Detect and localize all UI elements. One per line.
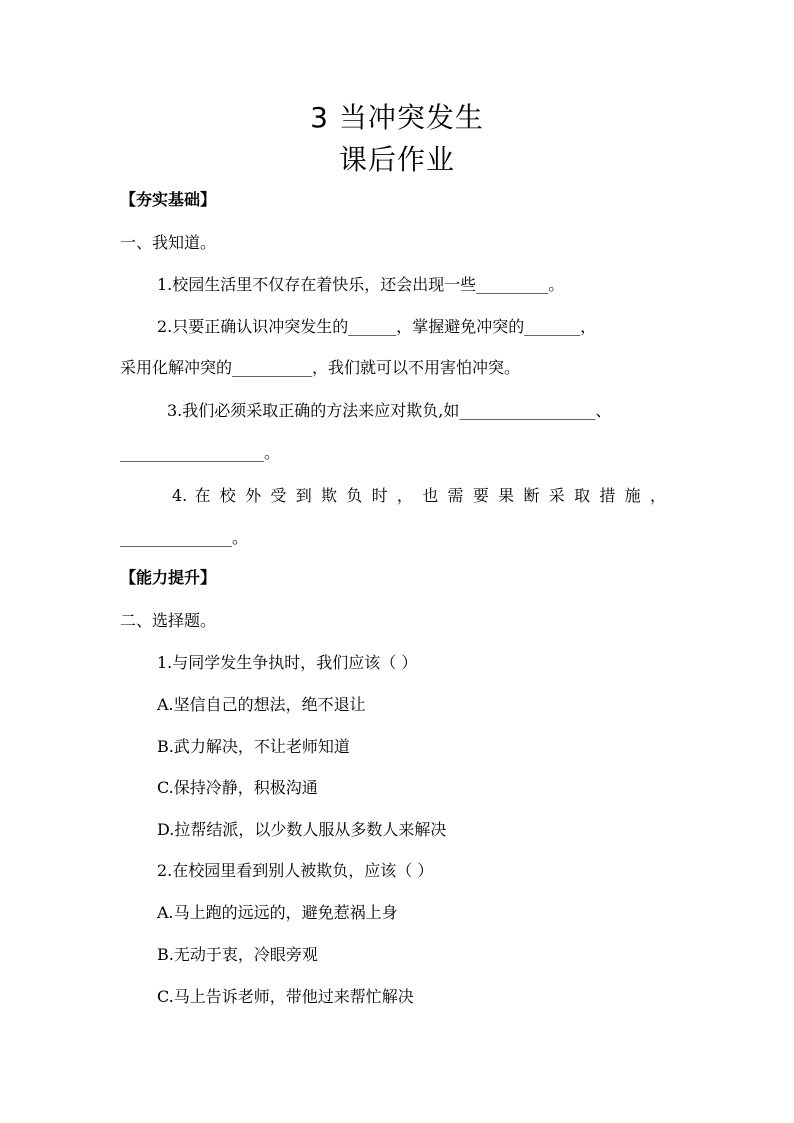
part-heading-1: 一、我知道。 xyxy=(120,233,217,252)
option-2-2-b: B.无动于衷，冷眼旁观 xyxy=(157,945,318,964)
question-2-1: 1.与同学发生争执时，我们应该（ ） xyxy=(157,653,418,672)
part-heading-2: 二、选择题。 xyxy=(120,611,217,630)
option-2-1-c: C.保持冷静，积极沟通 xyxy=(157,778,318,797)
option-2-2-a: A.马上跑的远远的，避免惹祸上身 xyxy=(157,903,398,922)
option-2-1-b: B.武力解决，不让老师知道 xyxy=(157,737,350,756)
question-1-3-line2: __________________。 xyxy=(120,443,281,462)
section-heading-advanced: 【能力提升】 xyxy=(120,568,217,587)
question-1-3-line1: 3.我们必须采取正确的方法来应对欺负,如_________________、 xyxy=(167,401,612,420)
option-2-2-c: C.马上告诉老师，带他过来帮忙解决 xyxy=(157,987,414,1006)
question-1-4-line2: ______________。 xyxy=(120,528,249,547)
page-title: 3 当冲突发生 xyxy=(310,101,484,134)
question-1-2-line1: 2.只要正确认识冲突发生的______，掌握避免冲突的_______， xyxy=(157,317,597,336)
question-2-2: 2.在校园里看到别人被欺负，应该（ ） xyxy=(157,861,434,880)
section-heading-basics: 【夯实基础】 xyxy=(120,190,217,209)
page-subtitle: 课后作业 xyxy=(338,143,455,176)
question-1-1: 1.校园生活里不仅存在着快乐，还会出现一些_________。 xyxy=(157,275,565,294)
option-2-1-a: A.坚信自己的想法，绝不退让 xyxy=(157,695,366,714)
question-1-2-line2: 采用化解冲突的__________，我们就可以不用害怕冲突。 xyxy=(120,358,521,377)
option-2-1-d: D.拉帮结派，以少数人服从多数人来解决 xyxy=(157,820,447,839)
question-1-4-line1: 4. 在 校 外 受 到 欺 负 时 ， 也 需 要 果 断 采 取 措 施 ， xyxy=(172,486,666,505)
